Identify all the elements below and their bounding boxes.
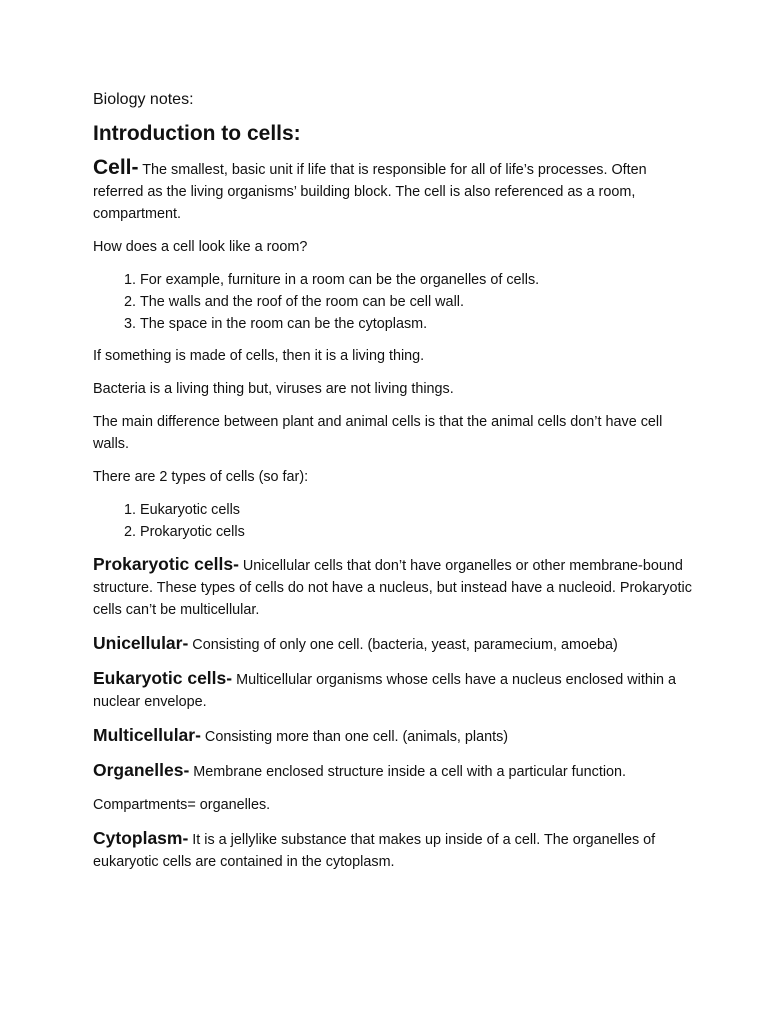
room-analogy-list xyxy=(93,269,693,335)
section-heading: Introduction to cells: xyxy=(93,122,301,145)
cytoplasm-definition xyxy=(93,827,693,873)
plant-animal-difference: The main difference between plant and animal cells is that the animal cells don’t have cell walls. xyxy=(93,414,663,452)
cell-types-intro: There are 2 types of cells (so far): xyxy=(93,469,309,485)
bacteria-statement: Bacteria is a living thing but, viruses are not living things. xyxy=(93,381,454,397)
cell-types-list xyxy=(93,499,693,543)
living-thing-statement: If something is made of cells, then it is a living thing. xyxy=(93,348,425,364)
cell-definition xyxy=(93,157,693,225)
multicellular-definition xyxy=(93,724,693,748)
definition-organelles: Membrane enclosed structure inside a cell with a particular function. xyxy=(189,764,627,780)
notes-title: Biology notes: xyxy=(93,91,194,108)
term-multicellular: Multicellular- xyxy=(93,725,201,745)
list-item: 2. Prokaryotic cells xyxy=(140,521,693,543)
organelles-definition xyxy=(93,759,693,783)
definition-eukaryotic: Multicellular organisms whose cells have a nucleus enclosed within a nuclear envelope. xyxy=(93,672,677,710)
definition-multicellular: Consisting more than one cell. (animals, plants) xyxy=(200,729,509,745)
document-page xyxy=(93,88,693,884)
eukaryotic-definition xyxy=(93,667,693,713)
definition-cytoplasm: It is a jellylike substance that makes up inside of a cell. The organelles of eukaryotic cells are contained in the cytoplasm. xyxy=(93,832,656,870)
term-eukaryotic: Eukaryotic cells- xyxy=(93,668,233,688)
room-question: How does a cell look like a room? xyxy=(93,239,308,255)
term-prokaryotic: Prokaryotic cells- xyxy=(93,554,239,574)
definition-cell: The smallest, basic unit if life that is responsible for all of life’s processes. Often referred as the living organisms’ building block. The cell is also referenced as a room, compartment. xyxy=(93,162,647,222)
term-cytoplasm: Cytoplasm- xyxy=(93,828,189,848)
unicellular-definition xyxy=(93,632,693,656)
list-item: 3. The space in the room can be the cytoplasm. xyxy=(140,313,693,335)
list-item: 1. For example, furniture in a room can be the organelles of cells. xyxy=(140,269,693,291)
compartments-statement: Compartments= organelles. xyxy=(93,797,271,813)
definition-prokaryotic: Unicellular cells that don’t have organelles or other membrane-bound structure. These types of cells do not have a nucleus, but instead have a nucleoid. Prokaryotic cells can’t be multicellular. xyxy=(93,558,692,618)
term-unicellular: Unicellular- xyxy=(93,633,189,653)
list-item: 2. The walls and the roof of the room can be cell wall. xyxy=(140,291,693,313)
term-cell: Cell- xyxy=(93,156,139,179)
term-organelles: Organelles- xyxy=(93,760,190,780)
list-item: 1. Eukaryotic cells xyxy=(140,499,693,521)
definition-unicellular: Consisting of only one cell. (bacteria, yeast, paramecium, amoeba) xyxy=(188,637,618,653)
prokaryotic-definition xyxy=(93,553,693,621)
